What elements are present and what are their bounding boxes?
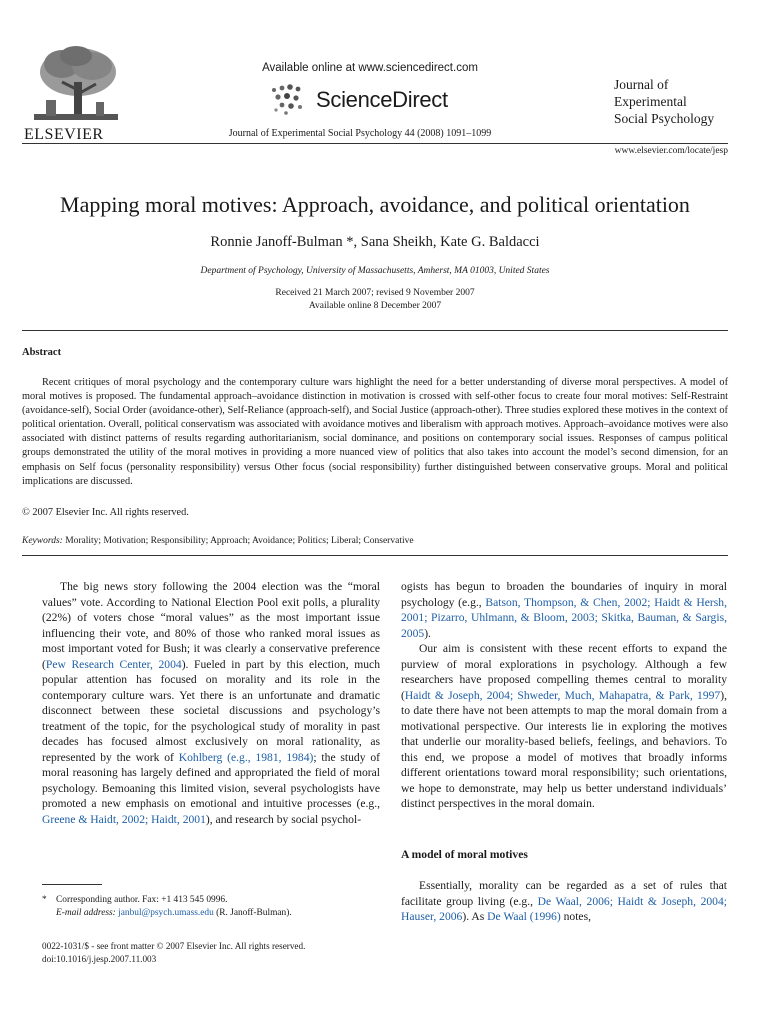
publisher-name: ELSEVIER <box>24 126 104 143</box>
body-paragraph <box>401 641 727 812</box>
abstract-text: Recent critiques of moral psychology and the contemporary culture wars highlight the need for a better understanding of diverse moral perspectives. A model of moral motives is proposed. The fundamental approach–avoidance distinction in motivation is crossed with self-other focus to create four moral motives: Self-Restraint (avoidance-self), Social Order (avoidance-other), Self-Reliance (approach-self), and Social Justice (approach-other). Three studies explored these motives in the context of political orientation. Overall, political conservatism was associated with avoidance motives and liberalism with approach motives. Approach–avoidance motives were also associated with distinct patterns of results regarding authoritarianism, social dominance, and positions on contemporary social issues. Responses of campus political groups demonstrated the utility of the moral motives in providing a more nuanced view of politics that also takes into account the model’s second dimension, for an emphasis on Self focus (personality responsibility) versus Other focus (social responsibility) further distinguished between conservative groups. Moral and political implications are discussed. <box>22 377 728 487</box>
body-column-left <box>42 579 380 827</box>
front-matter <box>42 940 380 965</box>
header-divider <box>22 143 728 144</box>
journal-name <box>614 76 714 127</box>
elsevier-tree-logo <box>22 42 126 126</box>
footnote-marker: * <box>42 895 47 905</box>
available-date: Available online 8 December 2007 <box>308 301 442 311</box>
doi-line: doi:10.1016/j.jesp.2007.11.003 <box>42 953 157 964</box>
sciencedirect-wordmark: ScienceDirect <box>316 87 448 112</box>
sciencedirect-dots-icon <box>268 82 308 118</box>
section-heading: A model of moral motives <box>401 848 528 861</box>
journal-citation: Journal of Experimental Social Psychology 44 (2008) 1091–1099 <box>228 128 492 139</box>
article-authors: Ronnie Janoff-Bulman *, Sana Sheikh, Kate G. Baldacci <box>210 234 540 250</box>
body-text: Essentially, morality can be regarded as a set of rules that facilitate group living (e.g., <box>401 879 727 908</box>
article-title: Mapping moral motives: Approach, avoidance, and political orientation <box>60 192 690 217</box>
abstract-copyright: © 2007 Elsevier Inc. All rights reserved. <box>22 507 189 518</box>
abstract-divider-top <box>22 330 728 331</box>
body-text: ), and research by social psychol- <box>205 812 362 826</box>
journal-name-line: Experimental <box>614 94 687 109</box>
email-label: E-mail address: <box>56 907 116 918</box>
body-text: ). Fueled in part by this election, much popular attention has focused on morality and its role in the contemporary culture wars. Yet there is an unfortunate and dramatic disconnect between these societal discussions and psychology’s treatment of the topic, for the psychological study of morality in past decades has focused almost exclusively on moral rationality, as represented by the work of <box>42 657 380 764</box>
footnote-divider <box>42 884 102 885</box>
citation-link[interactable]: Greene & Haidt, 2002; Haidt, 2001 <box>42 812 206 826</box>
citation-link[interactable]: Kohlberg (e.g., 1981, 1984) <box>178 750 314 764</box>
article-dates <box>22 287 728 313</box>
email-link[interactable]: janbul@psych.umass.edu <box>118 907 214 918</box>
body-column-right-continued <box>401 878 727 925</box>
body-text: Our aim is consistent with these recent efforts to expand the purview of moral explorations in psychology. Although a few researchers have proposed compelling themes central to morality ( <box>401 642 727 702</box>
body-text: notes, <box>560 910 591 923</box>
email-suffix: (R. Janoff-Bulman). <box>213 907 292 918</box>
keywords-list: Morality; Motivation; Responsibility; Approach; Avoidance; Politics; Liberal; Conservative <box>65 536 414 546</box>
citation-link[interactable]: Haidt & Joseph, 2004; Shweder, Much, Mahapatra, & Park, 1997 <box>404 688 721 702</box>
citation-link[interactable]: De Waal, 2006; Haidt & Joseph, 2004; Hauser, 2006 <box>401 894 727 923</box>
abstract-divider-bottom <box>22 555 728 556</box>
journal-name-line: Journal of <box>614 77 669 92</box>
elsevier-tree-icon <box>22 42 126 126</box>
body-paragraph <box>401 579 727 641</box>
abstract-heading: Abstract <box>22 347 62 358</box>
keywords <box>22 536 414 546</box>
citation-link[interactable]: Batson, Thompson, & Chen, 2002; Haidt & Hersh, 2001; Pizarro, Uhlmann, & Bloom, 2003; Skitka, Bauman, & Sargis, 2005 <box>401 595 727 640</box>
body-text: ). <box>424 626 431 640</box>
available-online-text: Available online at www.sciencedirect.com <box>262 62 478 74</box>
footnote-line <box>42 894 380 907</box>
footnote-text: Corresponding author. Fax: +1 413 545 0996. <box>56 895 228 905</box>
body-text: ; the study of moral reasoning has largely defined and appropriated the field of moral psychology. Bemoaning this limited vision, several psychologists have promoted a new emphasis on emotional and intuitive processes (e.g., <box>42 750 380 810</box>
body-paragraph <box>401 878 727 925</box>
body-column-right <box>401 579 727 812</box>
keywords-label: Keywords: <box>22 536 63 546</box>
body-text: ). As <box>462 910 488 923</box>
corresponding-author-footnote <box>42 894 380 919</box>
footnote-email-line <box>42 907 380 920</box>
received-date: Received 21 March 2007; revised 9 November 2007 <box>275 288 475 298</box>
sciencedirect-logo[interactable] <box>268 80 478 120</box>
issn-line: 0022-1031/$ - see front matter © 2007 Elsevier Inc. All rights reserved. <box>42 941 306 951</box>
body-text: The big news story following the 2004 election was the “moral values” vote. According to National Election Pool exit polls, a plurality (22%) of voters chose “moral values” as the most important issue influencing their vote, and 80% of those who ranked moral issues as most important voted for Bush; it was clearly a conservative preference ( <box>42 580 380 671</box>
author-affiliation: Department of Psychology, University of Massachusetts, Amherst, MA 01003, United States <box>200 266 550 276</box>
journal-name-line: Social Psychology <box>614 111 715 126</box>
body-text: ), to date there have not been attempts to map the moral domain from a motivational perspective. Our interests lie in exploring the motives that underlie our morality-based beliefs, feelings, and behaviors. To this end, we propose a model of motives that broadly informs different orientations toward moral responsibility; such orientations, we hope to demonstrate, may help us better understand individuals’ distinct perspectives in the moral domain. <box>401 688 727 810</box>
body-text: ogists has begun to broaden the boundaries of inquiry in moral psychology (e.g., <box>401 580 727 609</box>
citation-link[interactable]: Pew Research Center, 2004 <box>45 657 182 671</box>
journal-url-link[interactable]: www.elsevier.com/locate/jesp <box>614 146 728 156</box>
body-paragraph <box>42 579 380 827</box>
citation-link[interactable]: De Waal (1996) <box>487 910 561 923</box>
